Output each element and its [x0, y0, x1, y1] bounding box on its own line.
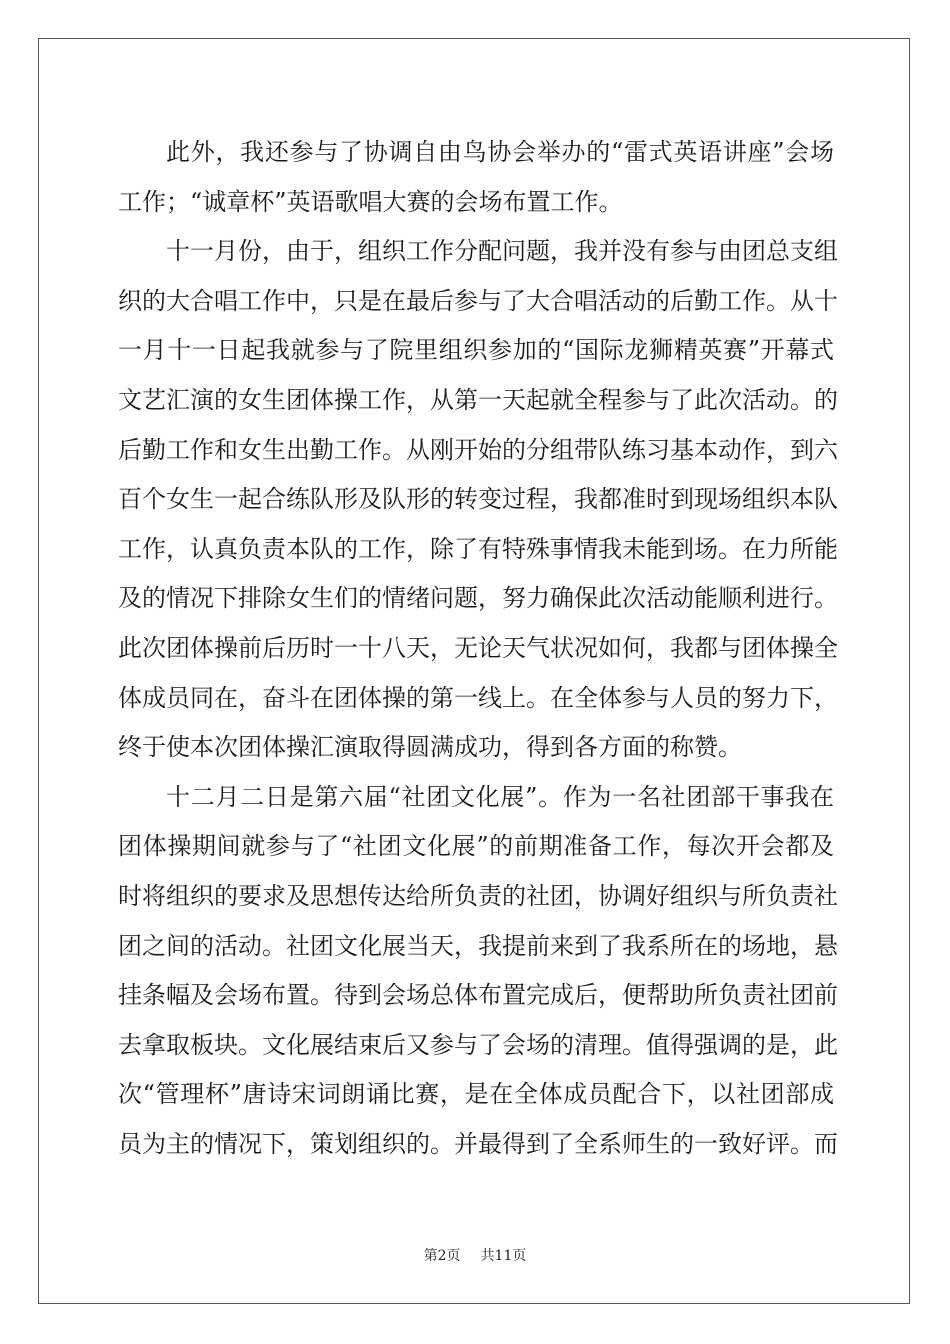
text-line: 后勤工作和女生出勤工作。从刚开始的分组带队练习基本动作，到六	[118, 435, 838, 464]
text-line: 次“管理杯”唐诗宋词朗诵比赛，是在全体成员配合下，以社团部成	[118, 1080, 834, 1109]
page-footer	[0, 1245, 950, 1265]
text-line: 团之间的活动。社团文化展当天，我提前来到了我系所在的场地，悬	[118, 931, 838, 960]
text-line: 此外，我还参与了协调自由鸟协会举办的“雷式英语讲座”会场	[166, 138, 834, 166]
page-number-current: 第2页	[423, 1248, 461, 1264]
text-line: 去拿取板块。文化展结束后又参与了会场的清理。值得强调的是，此	[118, 1030, 838, 1059]
text-line: 时将组织的要求及思想传达给所负责的社团，协调好组织与所负责社	[118, 881, 838, 910]
text-line: 员为主的情况下，策划组织的。并最得到了全系师生的一致好评。而	[118, 1129, 838, 1158]
text-line: 体成员同在，奋斗在团体操的第一线上。在全体参与人员的努力下，	[118, 683, 838, 712]
text-line: 工作，认真负责本队的工作，除了有特殊事情我未能到场。在力所能	[118, 534, 838, 563]
text-line: 终于使本次团体操汇演取得圆满成功，得到各方面的称赞。	[118, 733, 742, 762]
document-body	[118, 128, 838, 1169]
text-line: 百个女生一起合练队形及队形的转变过程，我都准时到现场组织本队	[118, 485, 838, 514]
text-line: 织的大合唱工作中，只是在最后参与了大合唱活动的后勤工作。从十	[118, 286, 838, 315]
text-line: 工作；“诚章杯”英语歌唱大赛的会场布置工作。	[118, 187, 623, 216]
text-line: 十二月二日是第六届“社团文化展”。作为一名社团部干事我在	[166, 782, 834, 811]
text-line: 团体操期间就参与了“社团文化展”的前期准备工作，每次开会都及	[118, 832, 834, 861]
text-line: 十一月份，由于，组织工作分配问题，我并没有参与由团总支组	[166, 237, 838, 266]
text-line: 此次团体操前后历时一十八天，无论天气状况如何，我都与团体操全	[118, 633, 838, 662]
text-line: 挂条幅及会场布置。待到会场总体布置完成后，便帮助所负责社团前	[118, 981, 838, 1010]
text-line: 文艺汇演的女生团体操工作，从第一天起就全程参与了此次活动。的	[118, 385, 838, 414]
page-number-total: 共11页	[480, 1248, 527, 1264]
text-line: 及的情况下排除女生们的情绪问题，努力确保此次活动能顺利进行。	[118, 584, 838, 613]
text-line: 一月十一日起我就参与了院里组织参加的“国际龙狮精英赛”开幕式	[118, 336, 834, 365]
